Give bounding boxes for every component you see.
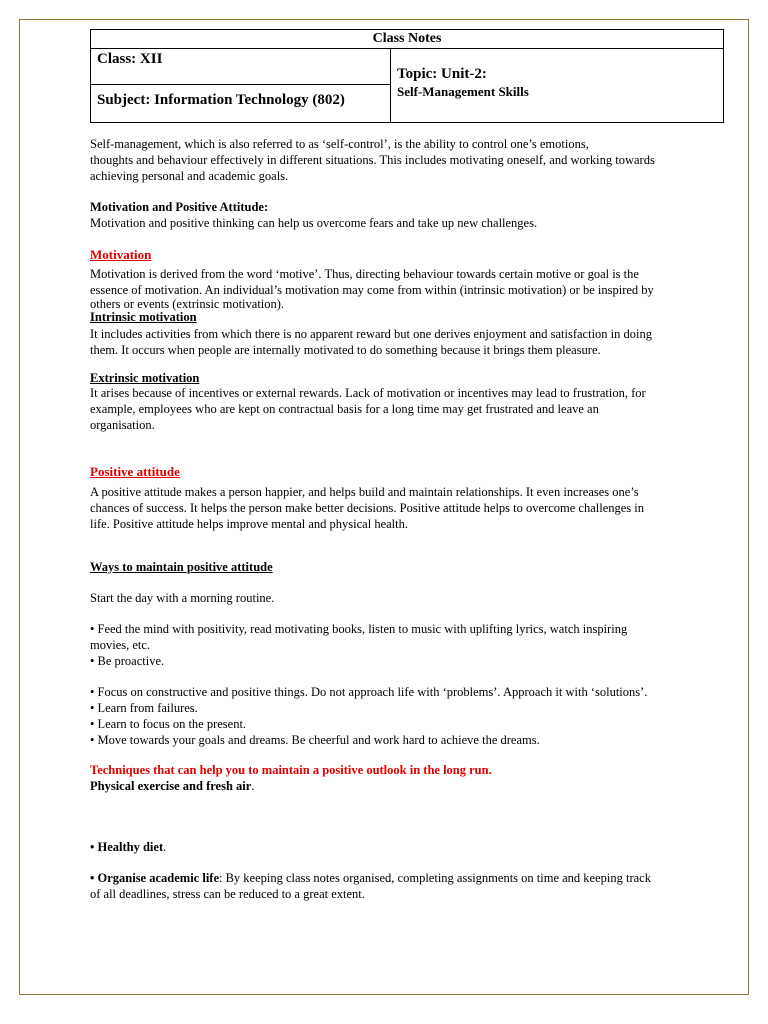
organise-item: [90, 870, 651, 902]
punctuation: .: [163, 840, 167, 854]
list-item: • Learn to focus on the present.: [90, 717, 247, 731]
topic-cell: [391, 49, 724, 123]
subject-cell: Subject: Information Technology (802): [91, 85, 391, 123]
list-item: • Move towards your goals and dreams. Be cheerful and work hard to achieve the dreams.: [90, 733, 540, 747]
list-item: • Feed the mind with positivity, read motivating books, listen to music with uplifting lyrics, watch inspiring: [90, 622, 628, 636]
punctuation: .: [251, 779, 255, 793]
technique-organise-label: • Organise academic life: [90, 871, 219, 885]
section-text: Motivation is derived from the word ‘motive’. Thus, directing behaviour towards certain motive or goal is the: [90, 267, 639, 281]
intrinsic-section: [90, 309, 652, 358]
ways-text: Start the day with a morning routine.: [90, 591, 275, 605]
section-text: them. It occurs when people are internally motivated to do something because it brings them pleasure.: [90, 343, 601, 357]
technique-exercise: Physical exercise and fresh air: [90, 779, 252, 793]
intro-line: thoughts and behaviour effectively in different situations. This includes motivating oneself, and working towards: [90, 153, 655, 167]
section-text: A positive attitude makes a person happier, and helps build and maintain relationships. It even increases one’s: [90, 485, 639, 499]
positive-attitude-section: [90, 464, 644, 532]
technique-organise-text: of all deadlines, stress can be reduced to a great extent.: [90, 887, 365, 901]
ways-section: [90, 559, 647, 748]
class-cell: Class: XII: [91, 49, 391, 85]
healthy-diet-item: [90, 839, 166, 855]
positive-attitude-heading: Positive attitude: [90, 464, 180, 479]
technique-diet: • Healthy diet: [90, 840, 164, 854]
section-text: It arises because of incentives or external rewards. Lack of motivation or incentives may lead to frustration, for: [90, 386, 646, 400]
motivation-positive-section: [90, 199, 537, 231]
extrinsic-heading: Extrinsic motivation: [90, 371, 200, 385]
technique-organise-text: : By keeping class notes organised, completing assignments on time and keeping track: [219, 871, 651, 885]
list-item: movies, etc.: [90, 638, 151, 652]
topic-label: Topic: Unit-2:: [397, 66, 487, 82]
ways-heading: Ways to maintain positive attitude: [90, 560, 273, 574]
section-text: It includes activities from which there is no apparent reward but one derives enjoyment and satisfaction in doing: [90, 327, 652, 341]
extrinsic-section: [90, 372, 646, 433]
list-item: • Learn from failures.: [90, 701, 198, 715]
intro-line: Self-management, which is also referred to as ‘self-control’, is the ability to control one’s emotions,: [90, 137, 589, 151]
section-text: essence of motivation. An individual’s motivation may come from within (intrinsic motivation) or be inspired by: [90, 283, 654, 297]
notes-title: Class Notes: [91, 30, 724, 49]
section-text: Motivation and positive thinking can help us overcome fears and take up new challenges.: [90, 216, 538, 230]
motivation-heading: Motivation: [90, 247, 152, 262]
intrinsic-heading: Intrinsic motivation: [90, 310, 197, 324]
section-heading: Motivation and Positive Attitude:: [90, 200, 269, 214]
techniques-heading: Techniques that can help you to maintain a positive outlook in the long run.: [90, 763, 492, 777]
section-text: example, employees who are kept on contractual basis for a long time may get frustrated and leave an: [90, 402, 599, 416]
list-item: • Focus on constructive and positive things. Do not approach life with ‘problems’. Approach it with ‘solutions’.: [90, 685, 648, 699]
motivation-section: [90, 247, 654, 311]
list-item: • Be proactive.: [90, 654, 165, 668]
intro-line: achieving personal and academic goals.: [90, 169, 289, 183]
techniques-section: [90, 762, 492, 794]
topic-subtitle: Self-Management Skills: [397, 84, 529, 99]
section-text: chances of success. It helps the person make better decisions. Positive attitude helps to overcome challenges in: [90, 501, 645, 515]
header-table: [90, 29, 724, 123]
section-text: others or events (extrinsic motivation).: [90, 297, 285, 311]
section-text: life. Positive attitude helps improve mental and physical health.: [90, 517, 408, 531]
intro-paragraph: [90, 136, 655, 184]
section-text: organisation.: [90, 418, 155, 432]
